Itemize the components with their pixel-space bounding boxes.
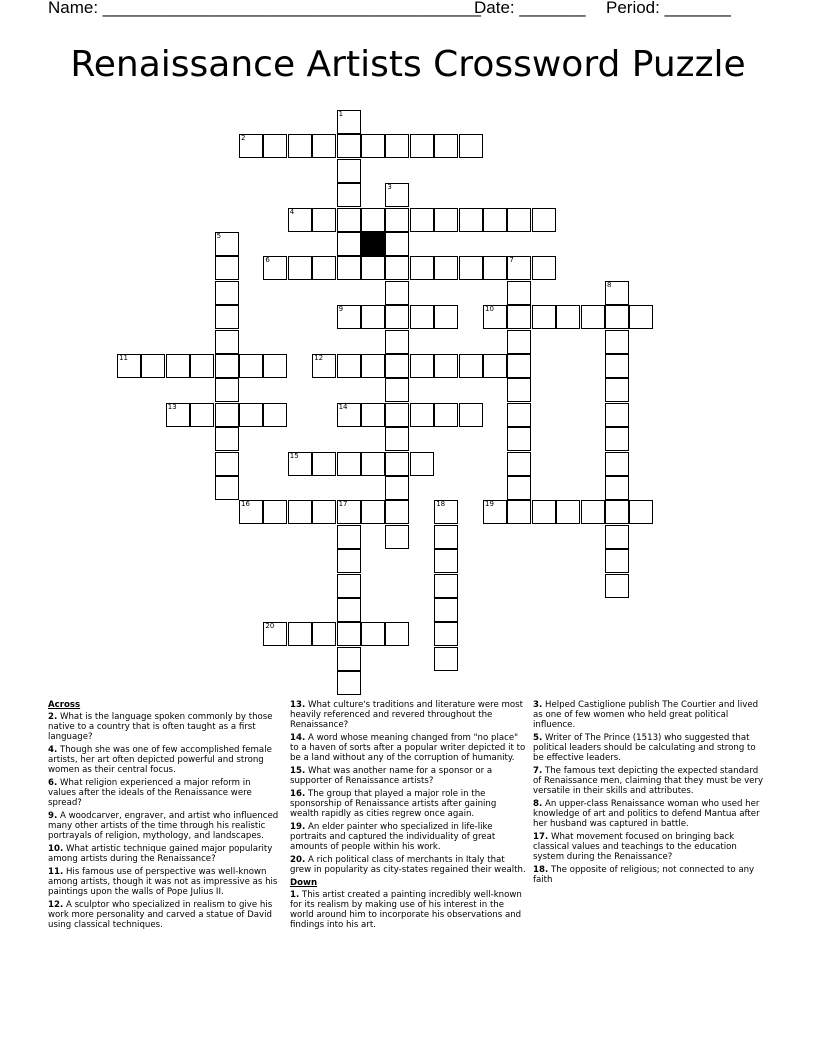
- crossword-cell[interactable]: [239, 134, 263, 158]
- crossword-cell[interactable]: [410, 452, 434, 476]
- crossword-cell[interactable]: [288, 208, 312, 232]
- crossword-cell[interactable]: [337, 208, 361, 232]
- crossword-cell[interactable]: [385, 281, 409, 305]
- across-clue-list-continued: [290, 700, 526, 875]
- crossword-cell[interactable]: [605, 378, 629, 402]
- crossword-cell[interactable]: [410, 354, 434, 378]
- clue-text: Writer of The Prince (1513) who suggested that political leaders should be calculating and strong to be effective leaders.: [533, 733, 756, 763]
- clue-number: 15: [289, 451, 299, 460]
- clue-text: Though she was one of few accomplished female artists, her art often depicted powerful and strong women as their central focus.: [48, 745, 272, 775]
- crossword-cell[interactable]: [410, 134, 434, 158]
- clue-number: 3: [387, 183, 392, 192]
- clue-number-label: 13.: [290, 700, 306, 710]
- crossword-cell[interactable]: [288, 134, 312, 158]
- crossword-cell[interactable]: [385, 622, 409, 646]
- clue-number: 1: [338, 110, 344, 118]
- crossword-cell[interactable]: [605, 525, 629, 549]
- crossword-cell[interactable]: [239, 500, 263, 524]
- crossword-cell[interactable]: [337, 183, 361, 207]
- clue-item: [48, 811, 280, 841]
- clue-number: 8: [607, 280, 612, 289]
- clue-number-label: 15.: [290, 766, 306, 776]
- crossword-cell[interactable]: [459, 403, 483, 427]
- crossword-cell[interactable]: [434, 574, 458, 598]
- clue-number: 5: [216, 232, 222, 240]
- clue-number: 6: [265, 256, 270, 265]
- across-heading: Across: [48, 700, 81, 710]
- crossword-cell[interactable]: [605, 549, 629, 573]
- crossword-cell[interactable]: [385, 476, 409, 500]
- crossword-cell[interactable]: [434, 354, 458, 378]
- crossword-cell[interactable]: [556, 500, 580, 524]
- clue-text: His famous use of perspective was well-known among artists, though it was not as impressive as his paintings upon the walls of Pope Julius II.: [48, 867, 278, 897]
- clue-item: [48, 900, 280, 930]
- clue-text: An upper-class Renaissance woman who used her knowledge of art and politics to defend Mantua after her husband was captured in battle.: [533, 799, 760, 829]
- crossword-cell[interactable]: [263, 622, 287, 646]
- clue-text: This artist created a painting incredibly well-known for its realism by making use of his interest in the world around him to incorporate his observations and findings into his art.: [290, 890, 522, 930]
- crossword-cell[interactable]: [605, 281, 629, 305]
- crossword-cell[interactable]: [507, 403, 531, 427]
- crossword-cell[interactable]: [385, 305, 409, 329]
- clue-number: 12: [314, 354, 324, 362]
- crossword-cell[interactable]: [215, 305, 239, 329]
- crossword-cell[interactable]: [312, 622, 336, 646]
- clue-number-label: 3.: [533, 700, 543, 710]
- crossword-cell[interactable]: [385, 354, 409, 378]
- clue-number-label: 11.: [48, 867, 64, 877]
- clue-text: A word whose meaning changed from "no place" to a haven of sorts after a popular writer depicted it to be a land without any of the corruption of humanity.: [290, 733, 526, 763]
- crossword-cell[interactable]: [385, 134, 409, 158]
- crossword-cell[interactable]: [605, 305, 629, 329]
- crossword-cell[interactable]: [215, 232, 239, 256]
- clue-number-label: 8.: [533, 799, 543, 809]
- crossword-cell[interactable]: [507, 208, 531, 232]
- clue-item: [533, 865, 765, 885]
- down-clue-list-continued: [533, 700, 765, 885]
- crossword-cell[interactable]: [190, 403, 214, 427]
- crossword-cell[interactable]: [385, 525, 409, 549]
- crossword-cell[interactable]: [361, 354, 385, 378]
- clue-item: [290, 855, 526, 875]
- crossword-cell[interactable]: [215, 427, 239, 451]
- clue-item: [48, 778, 280, 808]
- crossword-cell[interactable]: [385, 452, 409, 476]
- clue-number-label: 17.: [533, 832, 549, 842]
- period-label: Period: _______: [606, 0, 731, 17]
- crossword-cell[interactable]: [581, 500, 605, 524]
- crossword-cell[interactable]: [361, 452, 385, 476]
- crossword-cell[interactable]: [361, 208, 385, 232]
- crossword-cell[interactable]: [361, 134, 385, 158]
- clue-number: 9: [338, 305, 344, 314]
- crossword-cell[interactable]: [312, 256, 336, 280]
- crossword-cell[interactable]: [483, 305, 507, 329]
- crossword-cell[interactable]: [141, 354, 165, 378]
- crossword-cell[interactable]: [337, 598, 361, 622]
- crossword-cell[interactable]: [361, 403, 385, 427]
- crossword-cell[interactable]: [385, 232, 409, 256]
- clue-item: [533, 832, 765, 862]
- crossword-cell[interactable]: [312, 208, 336, 232]
- crossword-cell[interactable]: [215, 403, 239, 427]
- crossword-cell[interactable]: [605, 452, 629, 476]
- crossword-cell[interactable]: [507, 281, 531, 305]
- crossword-cell[interactable]: [385, 403, 409, 427]
- crossword-cell[interactable]: [385, 256, 409, 280]
- clue-number-label: 19.: [290, 822, 306, 832]
- crossword-cell[interactable]: [337, 256, 361, 280]
- clue-column-2: [290, 700, 526, 933]
- down-clue-list: [290, 890, 526, 930]
- crossword-cell[interactable]: [166, 403, 190, 427]
- clue-item: [48, 844, 280, 864]
- crossword-cell[interactable]: [117, 354, 141, 378]
- crossword-cell[interactable]: [459, 208, 483, 232]
- crossword-cell[interactable]: [337, 622, 361, 646]
- clue-text: What movement focused on bringing back classical values and teachings to the education system during the Renaissance?: [533, 832, 737, 862]
- crossword-cell[interactable]: [337, 500, 361, 524]
- crossword-cell[interactable]: [434, 549, 458, 573]
- crossword-cell[interactable]: [483, 256, 507, 280]
- crossword-cell[interactable]: [215, 354, 239, 378]
- crossword-cell[interactable]: [312, 452, 336, 476]
- crossword-cell[interactable]: [361, 305, 385, 329]
- crossword-cell[interactable]: [532, 208, 556, 232]
- clue-number: 17: [338, 500, 348, 509]
- crossword-cell[interactable]: [337, 525, 361, 549]
- crossword-cell[interactable]: [410, 256, 434, 280]
- clue-item: [290, 766, 526, 786]
- crossword-cell[interactable]: [434, 403, 458, 427]
- crossword-cell[interactable]: [215, 378, 239, 402]
- crossword-cell[interactable]: [605, 403, 629, 427]
- clue-number-label: 10.: [48, 844, 64, 854]
- crossword-cell[interactable]: [239, 354, 263, 378]
- black-cell: [361, 232, 385, 256]
- crossword-cell[interactable]: [385, 208, 409, 232]
- crossword-cell[interactable]: [581, 305, 605, 329]
- crossword-cell[interactable]: [190, 354, 214, 378]
- clue-item: [290, 822, 526, 852]
- page-title: Renaissance Artists Crossword Puzzle: [70, 44, 746, 85]
- crossword-cell[interactable]: [483, 354, 507, 378]
- crossword-cell[interactable]: [288, 500, 312, 524]
- clue-number: 19: [485, 500, 494, 509]
- crossword-cell[interactable]: [215, 330, 239, 354]
- clue-text: The famous text depicting the expected standard of Renaissance men, claiming that they must be very versatile in their skills and attributes.: [533, 766, 764, 796]
- crossword-cell[interactable]: [288, 622, 312, 646]
- clue-number-label: 7.: [533, 766, 543, 776]
- crossword-cell[interactable]: [410, 305, 434, 329]
- crossword-cell[interactable]: [288, 256, 312, 280]
- crossword-cell[interactable]: [337, 232, 361, 256]
- clue-number: 18: [436, 500, 446, 509]
- crossword-cell[interactable]: [459, 134, 483, 158]
- crossword-cell[interactable]: [507, 500, 531, 524]
- crossword-cell[interactable]: [483, 208, 507, 232]
- clue-number-label: 14.: [290, 733, 306, 743]
- date-label: Date: _______: [474, 0, 586, 17]
- clue-number-label: 6.: [48, 778, 58, 788]
- clue-number-label: 12.: [48, 900, 64, 910]
- crossword-cell[interactable]: [263, 500, 287, 524]
- crossword-cell[interactable]: [434, 134, 458, 158]
- crossword-cell[interactable]: [385, 378, 409, 402]
- crossword-cell[interactable]: [337, 647, 361, 671]
- crossword-cell[interactable]: [532, 500, 556, 524]
- crossword-cell[interactable]: [312, 500, 336, 524]
- crossword-cell[interactable]: [483, 500, 507, 524]
- crossword-cell[interactable]: [337, 305, 361, 329]
- crossword-cell[interactable]: [605, 476, 629, 500]
- crossword-cell[interactable]: [507, 378, 531, 402]
- crossword-cell[interactable]: [434, 256, 458, 280]
- crossword-cell[interactable]: [605, 574, 629, 598]
- name-label: Name: ________________________________________: [48, 0, 481, 17]
- clue-text: The group that played a major role in the sponsorship of Renaissance artists after gaining wealth rapidly as cities regrew once again.: [290, 789, 497, 819]
- clue-text: Helped Castiglione publish The Courtier and lived as one of few women who held great political influence.: [533, 700, 759, 730]
- crossword-cell[interactable]: [434, 305, 458, 329]
- crossword-cell[interactable]: [215, 256, 239, 280]
- clue-number-label: 4.: [48, 745, 58, 755]
- crossword-cell[interactable]: [434, 647, 458, 671]
- crossword-cell[interactable]: [385, 183, 409, 207]
- crossword-cell[interactable]: [507, 305, 531, 329]
- clue-text: What is the language spoken commonly by those native to a country that is often taught as a first language?: [48, 712, 273, 742]
- clue-item: [48, 745, 280, 775]
- crossword-cell[interactable]: [605, 354, 629, 378]
- clue-column-3: [533, 700, 765, 888]
- crossword-cell[interactable]: [605, 330, 629, 354]
- clue-number: 13: [167, 402, 177, 411]
- clue-item: [533, 733, 765, 763]
- clue-item: [290, 890, 526, 930]
- crossword-cell[interactable]: [215, 281, 239, 305]
- clue-number-label: 1.: [290, 890, 300, 900]
- crossword-cell[interactable]: [410, 208, 434, 232]
- clue-number: 7: [509, 256, 514, 265]
- crossword-cell[interactable]: [434, 525, 458, 549]
- crossword-cell[interactable]: [263, 403, 287, 427]
- clue-text: What artistic technique gained major popularity among artists during the Renaissance?: [48, 844, 273, 864]
- crossword-cell[interactable]: [337, 159, 361, 183]
- clue-text: A rich political class of merchants in Italy that grew in popularity as city-states regained their wealth.: [290, 855, 526, 875]
- crossword-cell[interactable]: [312, 354, 336, 378]
- across-clue-list: [48, 712, 280, 930]
- clue-item: [290, 789, 526, 819]
- crossword-cell[interactable]: [629, 305, 653, 329]
- clue-number: 14: [338, 402, 348, 411]
- crossword-cell[interactable]: [337, 574, 361, 598]
- clue-text: An elder painter who specialized in life-like portraits and captured the individuality of great amounts of people within his work.: [290, 822, 496, 852]
- clue-number: 10: [485, 305, 494, 314]
- crossword-cell[interactable]: [605, 500, 629, 524]
- crossword-cell[interactable]: [507, 427, 531, 451]
- clue-item: [290, 733, 526, 763]
- clue-item: [290, 700, 526, 730]
- clue-text: The opposite of religious; not connected to any faith: [533, 865, 755, 885]
- down-heading: Down: [290, 878, 318, 888]
- crossword-cell[interactable]: [434, 208, 458, 232]
- crossword-cell[interactable]: [459, 354, 483, 378]
- crossword-cell[interactable]: [337, 134, 361, 158]
- clue-number: 4: [289, 207, 295, 216]
- crossword-cell[interactable]: [215, 452, 239, 476]
- clue-number-label: 16.: [290, 789, 306, 799]
- clue-text: What religion experienced a major reform in values after the ideals of the Renaissance were spread?: [48, 778, 252, 808]
- clue-number: 16: [241, 500, 250, 509]
- clue-item: [48, 712, 280, 742]
- crossword-cell[interactable]: [507, 330, 531, 354]
- crossword-cell[interactable]: [312, 134, 336, 158]
- crossword-cell[interactable]: [434, 598, 458, 622]
- crossword-cell[interactable]: [239, 403, 263, 427]
- crossword-cell[interactable]: [215, 476, 239, 500]
- clue-text: A woodcarver, engraver, and artist who influenced many other artists of the time through his realistic portrayals of religion, mythology, and landscapes.: [48, 811, 279, 841]
- crossword-cell[interactable]: [434, 622, 458, 646]
- clue-text: What culture's traditions and literature were most heavily referenced and revered throughout the Renaissance?: [290, 700, 524, 730]
- crossword-cell[interactable]: [410, 403, 434, 427]
- crossword-cell[interactable]: [556, 305, 580, 329]
- crossword-cell[interactable]: [385, 427, 409, 451]
- crossword-cell[interactable]: [361, 500, 385, 524]
- crossword-cell[interactable]: [507, 452, 531, 476]
- clue-number: 11: [119, 354, 128, 362]
- crossword-cell[interactable]: [263, 354, 287, 378]
- crossword-cell[interactable]: [385, 330, 409, 354]
- clue-item: [48, 867, 280, 897]
- clue-item: [533, 700, 765, 730]
- crossword-cell[interactable]: [605, 427, 629, 451]
- clue-number-label: 20.: [290, 855, 306, 865]
- clue-column-1: [48, 700, 280, 933]
- crossword-cell[interactable]: [507, 354, 531, 378]
- clue-text: A sculptor who specialized in realism to give his work more personality and carved a statue of David using classical techniques.: [48, 900, 273, 930]
- crossword-cell[interactable]: [507, 256, 531, 280]
- crossword-cell[interactable]: [288, 452, 312, 476]
- crossword-cell[interactable]: [337, 671, 361, 695]
- clue-number: 2: [241, 134, 246, 143]
- crossword-cell[interactable]: [459, 256, 483, 280]
- crossword-cell[interactable]: [337, 403, 361, 427]
- clue-number-label: 9.: [48, 811, 58, 821]
- crossword-cell[interactable]: [263, 256, 287, 280]
- clue-item: [533, 799, 765, 829]
- crossword-cell[interactable]: [337, 452, 361, 476]
- crossword-cell[interactable]: [385, 500, 409, 524]
- clue-number-label: 5.: [533, 733, 543, 743]
- crossword-cell[interactable]: [507, 476, 531, 500]
- crossword-cell[interactable]: [337, 110, 361, 134]
- clue-item: [533, 766, 765, 796]
- crossword-cell[interactable]: [361, 256, 385, 280]
- crossword-cell[interactable]: [337, 354, 361, 378]
- clue-number-label: 18.: [533, 865, 549, 875]
- crossword-cell[interactable]: [532, 305, 556, 329]
- crossword-cell[interactable]: [263, 134, 287, 158]
- crossword-cell[interactable]: [532, 256, 556, 280]
- clue-number-label: 2.: [48, 712, 58, 722]
- crossword-cell[interactable]: [629, 500, 653, 524]
- crossword-cell[interactable]: [166, 354, 190, 378]
- crossword-cell[interactable]: [361, 622, 385, 646]
- crossword-cell[interactable]: [434, 500, 458, 524]
- clue-text: What was another name for a sponsor or a supporter of Renaissance artists?: [290, 766, 493, 786]
- crossword-cell[interactable]: [337, 549, 361, 573]
- clue-number: 20: [265, 622, 275, 631]
